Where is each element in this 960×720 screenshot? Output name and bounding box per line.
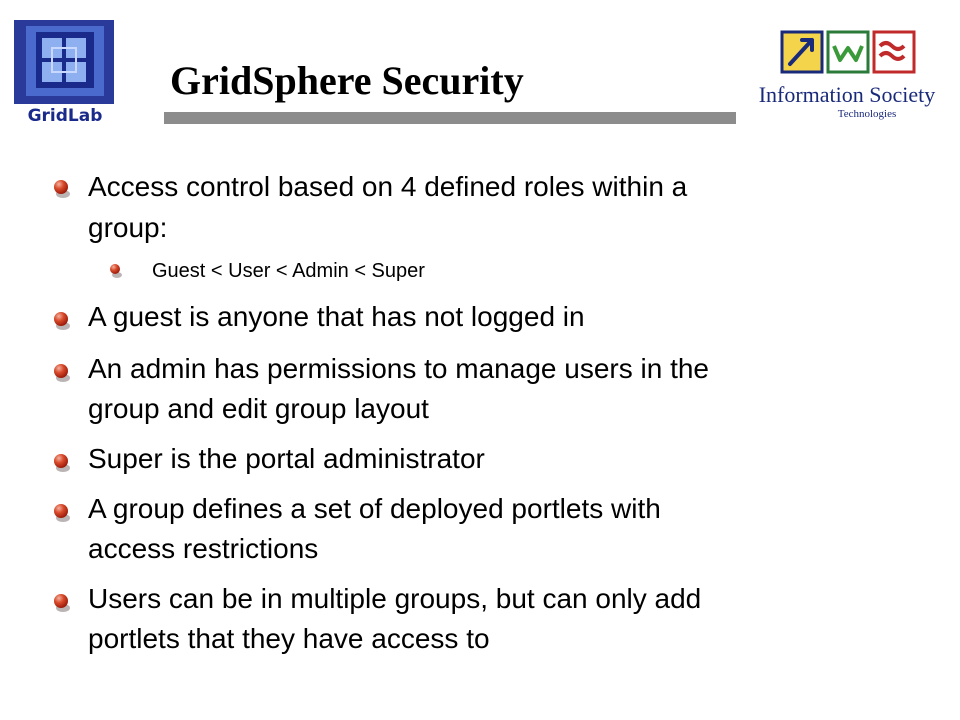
bullet-ball-icon <box>54 312 68 326</box>
bullet-text-line: Access control based on 4 defined roles within a <box>88 171 688 202</box>
ist-logo <box>752 26 942 126</box>
bullet-ball-icon <box>54 364 68 378</box>
ist-logo-text-line2: Technologies <box>837 108 897 120</box>
bullet-text-line: A guest is anyone that has not logged in <box>88 301 585 332</box>
bullet-ball-icon <box>54 180 68 194</box>
bullet-ball-icon <box>54 454 68 468</box>
bullet-text-line: group and edit group layout <box>88 393 429 424</box>
bullet-text-line: group: <box>88 212 168 243</box>
bullet-text-line: portlets that they have access to <box>88 623 490 654</box>
gridlab-logo <box>12 18 118 128</box>
bullet-text-line: A group defines a set of deployed portlets with <box>88 493 661 524</box>
bullet-ball-icon <box>54 594 68 608</box>
bullet-text-line: access restrictions <box>88 533 319 564</box>
bullet-text-line: Super is the portal administrator <box>88 443 485 474</box>
title-underline-bar <box>164 112 736 124</box>
slide-title: GridSphere Security <box>170 58 524 103</box>
ist-logo-text-line1: Information Society <box>758 82 936 107</box>
ist-logo-icon <box>752 26 942 82</box>
bullet-text-line: Users can be in multiple groups, but can only add <box>88 583 702 614</box>
bullet-text-line: An admin has permissions to manage users in the <box>88 353 709 384</box>
bullet-ball-icon <box>54 504 68 518</box>
bullet-text-line: Guest < User < Admin < Super <box>152 260 425 282</box>
bullet-ball-icon <box>110 264 120 274</box>
gridlab-logo-text: GridLab <box>27 106 103 126</box>
gridlab-logo-icon <box>12 18 118 108</box>
